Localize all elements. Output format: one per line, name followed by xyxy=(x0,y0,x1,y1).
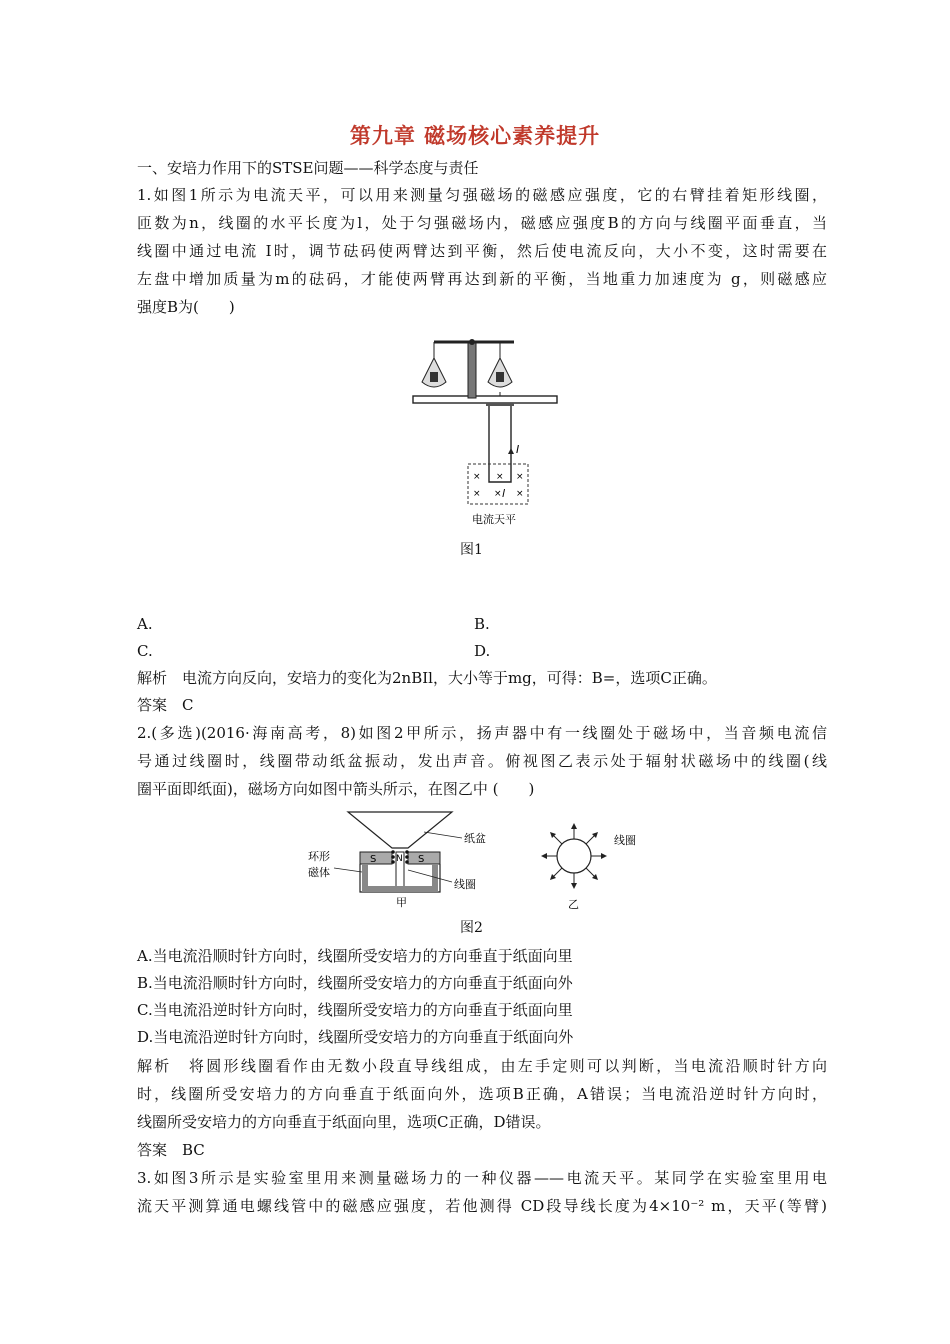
q3-line: 3.如图3所示是实验室里用来测量磁场力的一种仪器——电流天平。某同学在实验室里用电 xyxy=(137,1169,827,1187)
q3-line: 流天平测算通电螺线管中的磁感应强度，若他测得 CD段导线长度为4×10⁻² m，天平(等臂) xyxy=(137,1197,827,1215)
section-heading: 一、安培力作用下的STSE问题——科学态度与责任 xyxy=(137,159,479,177)
option-d: D. xyxy=(474,642,491,660)
chapter-title: 第九章 磁场核心素养提升 xyxy=(349,124,601,148)
option-c: C. xyxy=(137,642,153,660)
figure-caption: 图2 xyxy=(460,920,483,936)
magnet-s-right: S xyxy=(418,854,425,865)
field-mark: × xyxy=(516,472,524,482)
field-mark: × xyxy=(516,489,524,499)
q2-option: D.当电流沿逆时针方向时，线圈所受安培力的方向垂直于纸面向外 xyxy=(137,1028,574,1046)
magnet-s-left: S xyxy=(370,854,377,865)
q2-analysis: 线圈所受安培力的方向垂直于纸面向里，选项C正确，D错误。 xyxy=(137,1113,551,1131)
field-mark: × xyxy=(494,489,502,499)
current-label: I xyxy=(516,443,520,456)
radial-coil-figure xyxy=(540,820,650,915)
speaker-figure xyxy=(300,808,500,908)
field-mark: × xyxy=(473,472,481,482)
q1-line: 匝数为n，线圈的水平长度为l，处于匀强磁场内，磁感应强度B的方向与线圈平面垂直，当 xyxy=(137,214,827,232)
figure-label: 电流天平 xyxy=(472,513,516,526)
q1-line: 1.如图1所示为电流天平，可以用来测量匀强磁场的磁感应强度，它的右臂挂着矩形线圈， xyxy=(137,186,827,204)
length-label: l xyxy=(502,487,506,500)
option-a: A. xyxy=(137,615,153,633)
ring-magnet-label: 磁体 xyxy=(308,866,330,879)
coil-label: 线圈 xyxy=(454,878,476,891)
q1-line: 线圈中通过电流 I时，调节砝码使两臂达到平衡，然后使电流反向，大小不变，这时需要在 xyxy=(137,242,827,260)
q2-line: 圈平面即纸面)，磁场方向如图中箭头所示，在图乙中 ( ) xyxy=(137,780,535,798)
q2-line: 2.(多选)(2016·海南高考，8)如图2甲所示，扬声器中有一线圈处于磁场中，当音频电流信 xyxy=(137,724,827,742)
q2-option: C.当电流沿逆时针方向时，线圈所受安培力的方向垂直于纸面向里 xyxy=(137,1001,573,1019)
coil-label: 线圈 xyxy=(614,834,636,847)
q2-option: B.当电流沿顺时针方向时，线圈所受安培力的方向垂直于纸面向外 xyxy=(137,974,573,992)
option-b: B. xyxy=(474,615,490,633)
q2-option: A.当电流沿顺时针方向时，线圈所受安培力的方向垂直于纸面向里 xyxy=(137,947,573,965)
q2-line: 号通过线圈时，线圈带动纸盆振动，发出声音。俯视图乙表示处于辐射状磁场中的线圈(线 xyxy=(137,752,827,770)
yi-label: 乙 xyxy=(568,898,579,911)
ring-magnet-label: 环形 xyxy=(308,850,330,863)
jia-label: 甲 xyxy=(396,896,407,908)
q2-analysis: 解析 将圆形线圈看作由无数小段直导线组成，由左手定则可以判断，当电流沿顺时针方向 xyxy=(137,1057,827,1075)
q2-answer: 答案 BC xyxy=(137,1141,205,1159)
field-mark: × xyxy=(496,472,504,482)
q1-line: 左盘中增加质量为m的砝码，才能使两臂再达到新的平衡，当地重力加速度为 g，则磁感应 xyxy=(137,270,827,288)
q1-line: 强度B为( ) xyxy=(137,298,235,316)
magnet-n: N xyxy=(396,854,403,864)
current-balance-figure xyxy=(410,330,560,530)
q1-answer: 答案 C xyxy=(137,696,194,714)
figure-caption: 图1 xyxy=(460,542,483,558)
paper-cone-label: 纸盆 xyxy=(464,832,486,845)
field-mark: × xyxy=(473,489,481,499)
q1-analysis: 解析 电流方向反向，安培力的变化为2nBIl，大小等于mg，可得：B=，选项C正确。 xyxy=(137,669,717,687)
q2-analysis: 时，线圈所受安培力的方向垂直于纸面向外，选项B正确，A错误；当电流沿逆时针方向时， xyxy=(137,1085,827,1103)
